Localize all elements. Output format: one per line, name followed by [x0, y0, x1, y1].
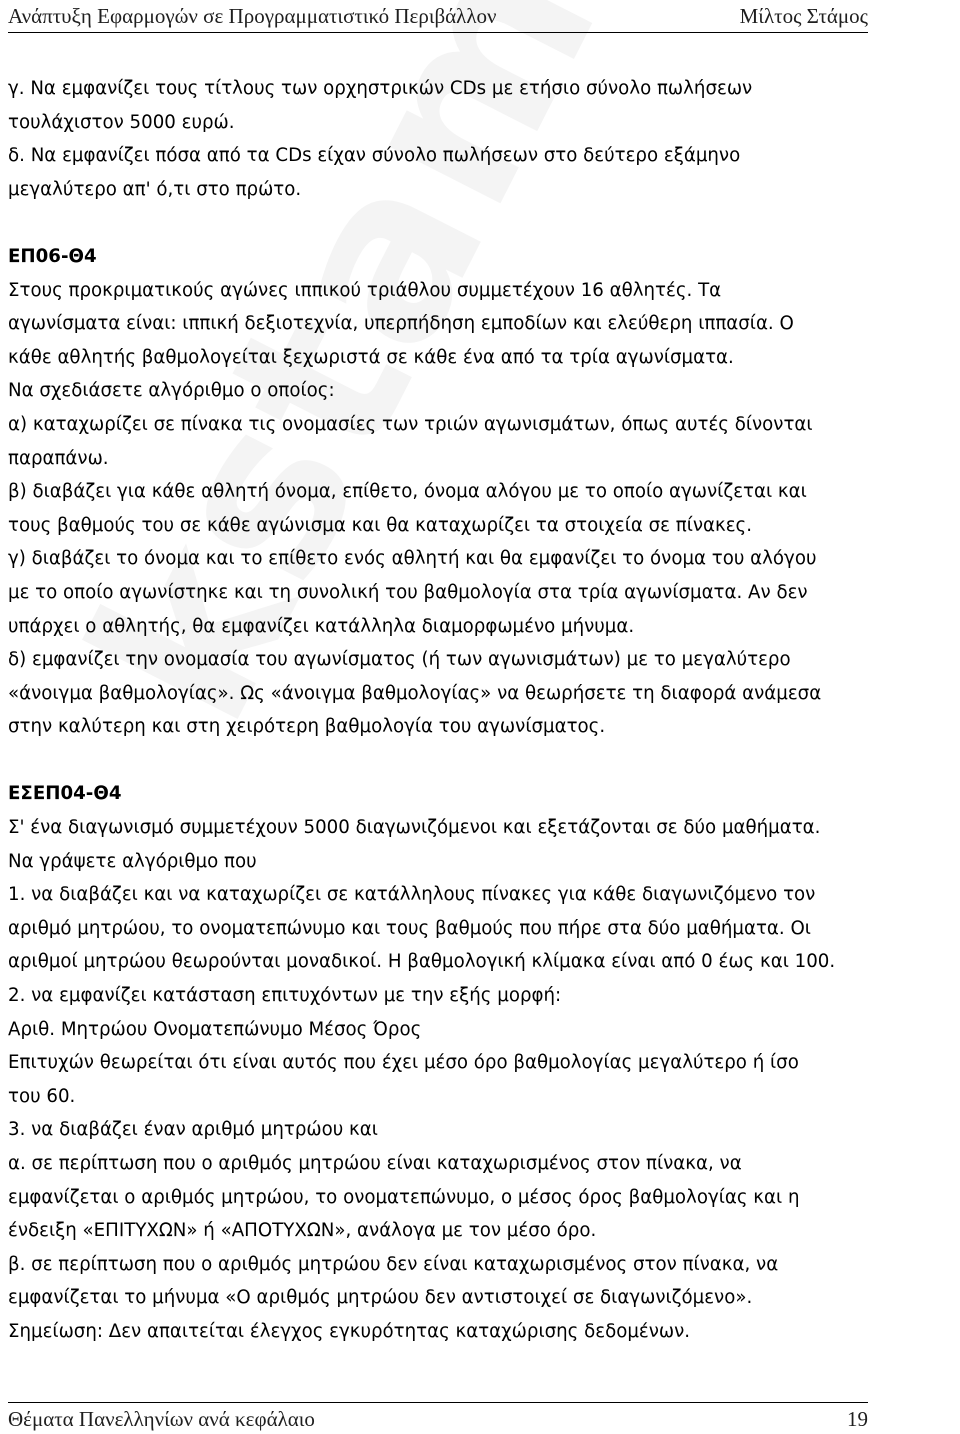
text-line: εμφανίζεται το μήνυμα «Ο αριθμός μητρώου δεν αντιστοιχεί σε διαγωνιζόμενο». — [8, 1287, 753, 1309]
paragraph-block-1 — [8, 72, 953, 206]
text-line: β) διαβάζει για κάθε αθλητή όνομα, επίθετο, όνομα αλόγου με το οποίο αγωνίζεται και — [8, 481, 807, 503]
text-line: Να γράψετε αλγόριθμο που — [8, 850, 257, 872]
text-line: εμφανίζεται ο αριθμός μητρώου, το ονοματεπώνυμο, ο μέσος όρος βαθμολογίας και η — [8, 1186, 800, 1208]
paragraph-block-3 — [8, 811, 953, 1349]
text-line: υπάρχει ο αθλητής, θα εμφανίζει κατάλληλα διαμορφωμένο μήνυμα. — [8, 615, 635, 637]
text-line: δ. Να εμφανίζει πόσα από τα CDs είχαν σύνολο πωλήσεων στο δεύτερο εξάμηνο — [8, 145, 741, 167]
text-line: αγωνίσματα είναι: ιππική δεξιοτεχνία, υπερπήδηση εμποδίων και ελεύθερη ιππασία. Ο — [8, 313, 794, 335]
spacer — [8, 206, 953, 240]
footer-title: Θέματα Πανελληνίων ανά κεφάλαιο — [8, 1407, 315, 1431]
text-line: αριθμοί μητρώου θεωρούνται μοναδικοί. Η βαθμολογική κλίμακα είναι από 0 έως και 100. — [8, 951, 836, 973]
text-line: με το οποίο αγωνίστηκε και τη συνολική του βαθμολογία στα τρία αγωνίσματα. Αν δεν — [8, 581, 808, 603]
text-line: 2. να εμφανίζει κατάσταση επιτυχόντων με την εξής μορφή: — [8, 985, 562, 1007]
text-line: παραπάνω. — [8, 447, 109, 469]
text-line: Αριθ. Μητρώου Ονοματεπώνυμο Μέσος Όρος — [8, 1018, 422, 1040]
page-header — [8, 0, 868, 33]
text-line: Σ' ένα διαγωνισμό συμμετέχουν 5000 διαγωνιζόμενοι και εξετάζονται σε δύο μαθήματα. — [8, 817, 821, 839]
text-line: τους βαθμούς του σε κάθε αγώνισμα και θα καταχωρίζει τα στοιχεία σε πίνακες. — [8, 514, 753, 536]
text-line: β. σε περίπτωση που ο αριθμός μητρώου δεν είναι καταχωρισμένος στον πίνακα, να — [8, 1253, 779, 1275]
exercise-heading-2: ΕΣΕΠ04-Θ4 — [8, 783, 122, 805]
text-line: στην καλύτερη και στη χειρότερη βαθμολογία του αγωνίσματος. — [8, 716, 606, 738]
text-line: Επιτυχών θεωρείται ότι είναι αυτός που έχει μέσο όρο βαθμολογίας μεγαλύτερο ή ίσο — [8, 1052, 799, 1074]
text-line: δ) εμφανίζει την ονομασία του αγωνίσματος (ή των αγωνισμάτων) με το μεγαλύτερο — [8, 649, 791, 671]
text-line: α) καταχωρίζει σε πίνακα τις ονομασίες των τριών αγωνισμάτων, όπως αυτές δίνονται — [8, 413, 813, 435]
text-line: Σημείωση: Δεν απαιτείται έλεγχος εγκυρότητας καταχώρισης δεδομένων. — [8, 1320, 691, 1342]
text-line: γ) διαβάζει το όνομα και το επίθετο ενός αθλητή και θα εμφανίζει το όνομα του αλόγου — [8, 548, 817, 570]
text-line: του 60. — [8, 1085, 76, 1107]
exercise-heading-1: ΕΠ06-Θ4 — [8, 245, 97, 267]
text-line: ένδειξη «ΕΠΙΤΥΧΩΝ» ή «ΑΠΟΤΥΧΩΝ», ανάλογα με τον μέσο όρο. — [8, 1220, 597, 1242]
page-footer — [8, 1402, 868, 1433]
paragraph-block-2 — [8, 274, 953, 744]
page-number: 19 — [847, 1407, 868, 1431]
text-line: α. σε περίπτωση που ο αριθμός μητρώου είναι καταχωρισμένος στον πίνακα, να — [8, 1153, 742, 1174]
text-line: κάθε αθλητής βαθμολογείται ξεχωριστά σε κάθε ένα από τα τρία αγωνίσματα. — [8, 346, 734, 368]
text-line: 3. να διαβάζει έναν αριθμό μητρώου και — [8, 1119, 378, 1141]
text-line: μεγαλύτερο απ' ό,τι στο πρώτο. — [8, 178, 302, 200]
text-line: Να σχεδιάσετε αλγόριθμο ο οποίος: — [8, 380, 335, 402]
text-line: 1. να διαβάζει και να καταχωρίζει σε κατάλληλους πίνακες για κάθε διαγωνιζόμενο τον — [8, 884, 816, 906]
text-line: τουλάχιστον 5000 ευρώ. — [8, 111, 235, 133]
text-line: αριθμό μητρώου, το ονοματεπώνυμο και τους βαθμούς που πήρε στα δύο μαθήματα. Οι — [8, 917, 811, 939]
header-title: Ανάπτυξη Εφαρμογών σε Προγραμματιστικό Περιβάλλον — [8, 4, 497, 28]
header-author: Μίλτος Στάμος — [739, 4, 868, 28]
text-line: «άνοιγμα βαθμολογίας». Ως «άνοιγμα βαθμολογίας» να θεωρήσετε τη διαφορά ανάμεσα — [8, 682, 822, 704]
spacer — [8, 744, 953, 778]
text-line: γ. Να εμφανίζει τους τίτλους των ορχηστρικών CDs με ετήσιο σύνολο πωλήσεων — [8, 78, 753, 99]
page-body — [8, 72, 953, 1349]
text-line: Στους προκριματικούς αγώνες ιππικού τριάθλου συμμετέχουν 16 αθλητές. Τα — [8, 279, 722, 301]
